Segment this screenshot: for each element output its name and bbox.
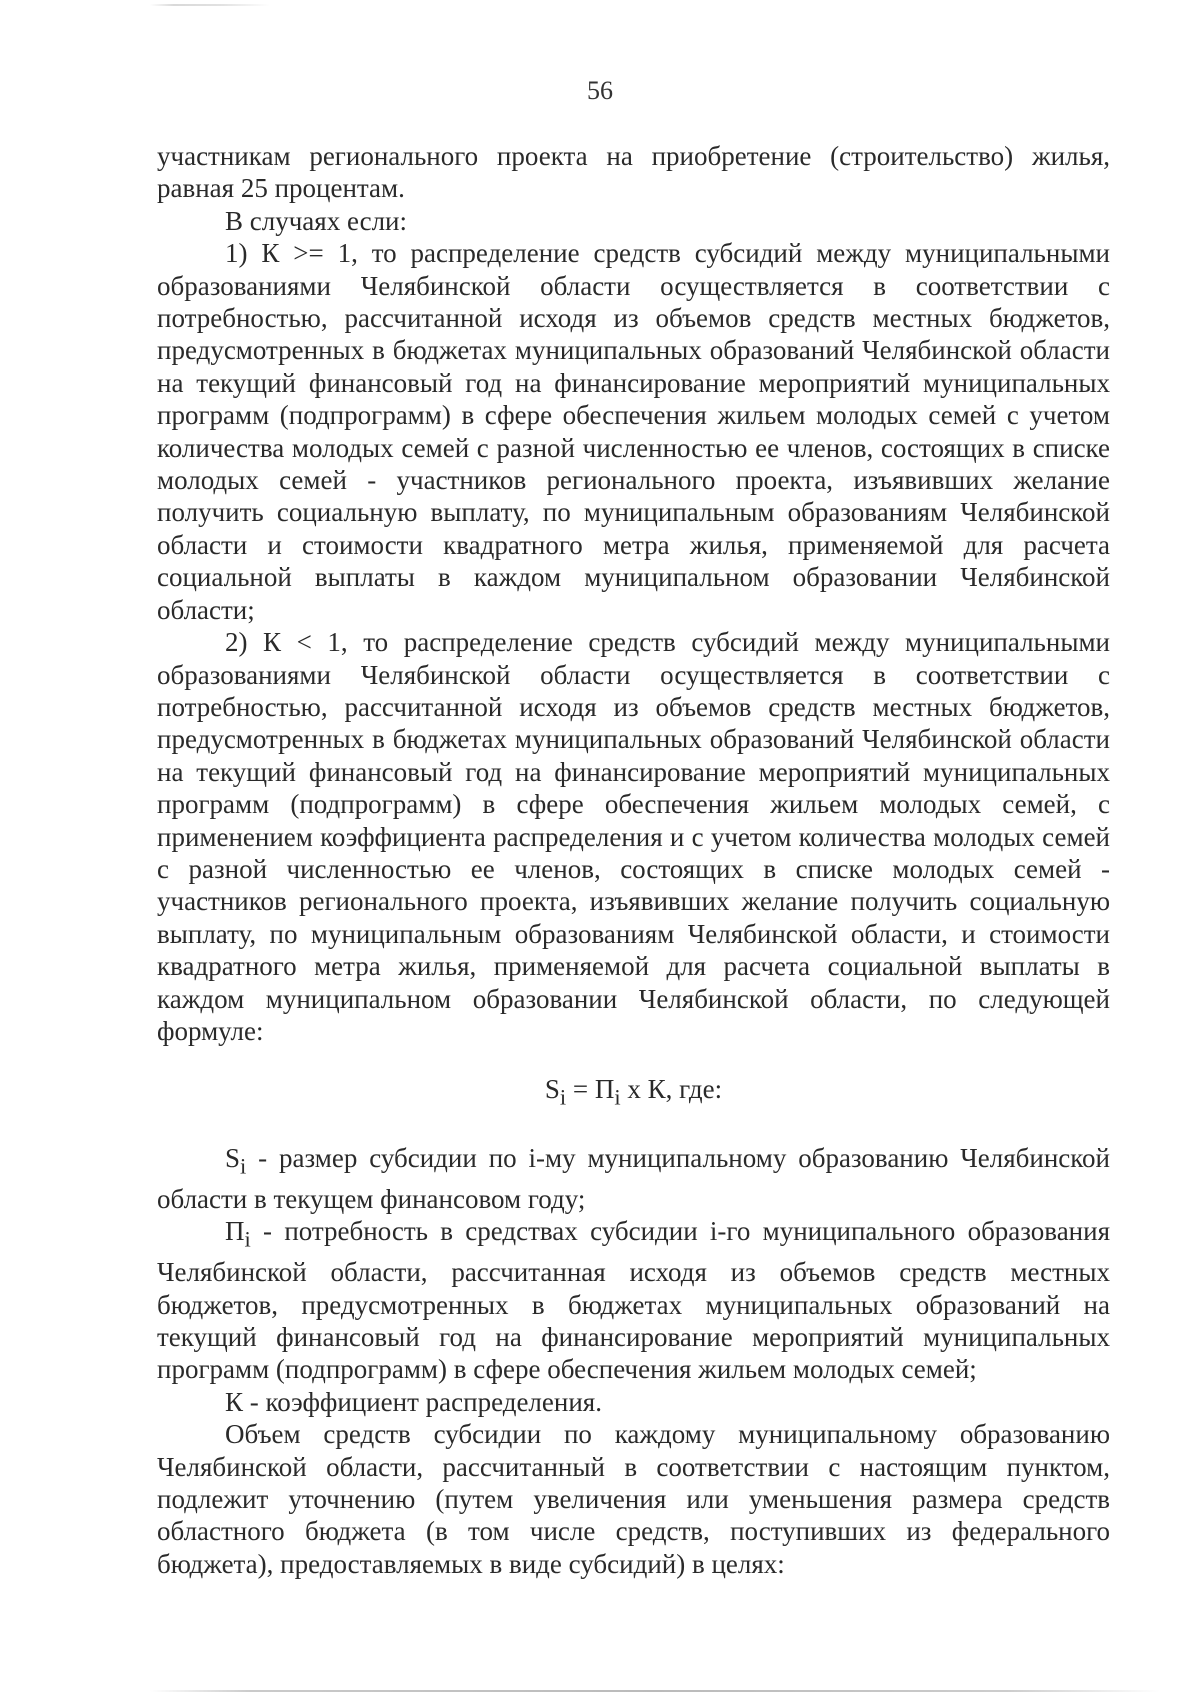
paragraph-case-2: 2) К < 1, то распределение средств субсидий между муниципальными образованиями Челябинской области осуществляется в соответствии с потребностью, рассчитанной исходя из объемов средств местных бюджетов, предусмотренных в бюджетах муниципальных образований Челябинской области на текущий финансовый год на финансирование мероприятий муниципальных программ (подпрограмм) в сфере обеспечения жильем молодых семей, с применением коэффициента распределения и с учетом количества молодых семей с разной численностью ее членов, состоящих в списке молодых семей - участников регионального проекта, изъявивших желание получить социальную выплату, по муниципальным образованиям Челябинской области, и стоимости квадратного метра жилья, применяемой для расчета социальной выплаты в каждом муниципальном образовании Челябинской области, по следующей формуле:	[157, 627, 1110, 1046]
definition-p-text: - потребность в средствах субсидии i-го муниципального образования Челябинской области, рассчитанная исходя из объемов средств местных бюджетов, предусмотренных в бюджетах муниципальных образований на текущий финансовый год на финансирование мероприятий муниципальных программ (подпрограмм) в сфере обеспечения жильем молодых семей;	[157, 1216, 1110, 1385]
definition-p-symbol: П	[225, 1216, 245, 1247]
paragraph-cases-intro: В случаях если:	[225, 205, 408, 236]
page-number: 56	[587, 76, 613, 105]
definition-s-subscript: i	[240, 1153, 247, 1179]
definition-s-text: - размер субсидии по i-му муниципальному образованию Челябинской области в текущем финансовом году;	[157, 1143, 1110, 1214]
paragraph-continuation: участникам регионального проекта на приобретение (строительство) жилья, равная 25 процентам.	[157, 141, 1110, 204]
document-body	[157, 140, 1110, 1580]
definition-k: К - коэффициент распределения.	[225, 1386, 602, 1417]
formula-s-symbol: S	[544, 1074, 560, 1105]
paragraph-case-1: 1) К >= 1, то распределение средств субсидий между муниципальными образованиями Челябинской области осуществляется в соответствии с потребностью, рассчитанной исходя из объемов средств местных бюджетов, предусмотренных в бюджетах муниципальных образований Челябинской области на текущий финансовый год на финансирование мероприятий муниципальных программ (подпрограмм) в сфере обеспечения жильем молодых семей с учетом количества молодых семей с разной численностью ее членов, состоящих в списке молодых семей - участников регионального проекта, изъявивших желание получить социальную выплату, по муниципальным образованиям Челябинской области и стоимости квадратного метра жилья, применяемой для расчета социальной выплаты в каждом муниципальном образовании Челябинской области;	[157, 238, 1110, 625]
formula-equals-p: = П	[566, 1074, 615, 1105]
definition-p	[157, 1215, 1110, 1385]
formula-tail: x К, где:	[620, 1074, 723, 1105]
paragraph-subsidy-volume: Объем средств субсидии по каждому муниципальному образованию Челябинской области, рассчитанный в соответствии с настоящим пунктом, подлежит уточнению (путем увеличения или уменьшения размера средств областного бюджета (в том числе средств, поступивших из федерального бюджета), предоставляемых в виде субсидий) в целях:	[157, 1419, 1110, 1579]
definition-s-symbol: S	[225, 1143, 241, 1174]
scan-artifact	[150, 4, 270, 6]
definition-p-subscript: i	[244, 1226, 251, 1252]
formula-p-subscript: i	[614, 1084, 621, 1110]
formula	[157, 1073, 1110, 1114]
definition-s	[157, 1142, 1110, 1215]
formula-s-subscript: i	[559, 1084, 567, 1110]
scan-bottom-edge	[150, 1690, 1160, 1692]
